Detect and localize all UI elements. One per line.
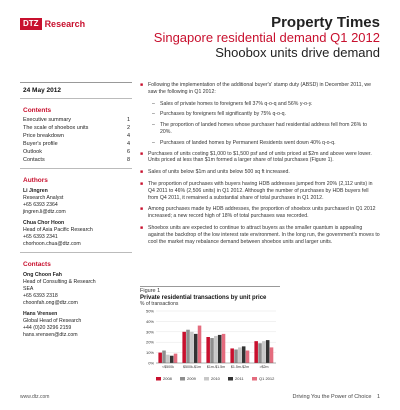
person-detail: Head of Consulting & Research [23,279,96,285]
toc-item-page: 8 [126,157,130,163]
x-tick-label: $500k-$1m [183,365,201,369]
authors-list [20,188,132,248]
bar [206,337,210,363]
figure-units: % of transactions [140,301,179,307]
logo-text: Research [44,19,86,29]
bar [174,354,178,363]
toc-item-label: Price breakdown [23,133,64,139]
person-email[interactable]: choonfah.ong@dtz.com [23,300,78,306]
y-tick-label: 20% [145,339,154,345]
toc-item-page: 4 [126,141,130,147]
sub-bullet-point: – Sales of private homes to foreigners fell 37% q-o-q and 56% y-o-y. [152,101,380,108]
legend-swatch [252,377,257,381]
divider [20,252,132,253]
bar [158,353,162,363]
bar [214,336,218,363]
report-subtitle: Singapore residential demand Q1 2012 [153,30,380,45]
toc-item-label: Outlook [23,149,42,155]
toc-item-page: 2 [126,125,130,131]
bar [186,330,190,363]
y-tick-label: 30% [145,329,154,335]
legend-label: 2008 [163,376,172,382]
report-tagline: Shoobox units drive demand [215,45,380,60]
footer-slogan-text: Driving You the Power of Choice [292,394,372,400]
person-email[interactable]: hans.vrensen@dtz.com [23,332,78,338]
legend-swatch [204,377,209,381]
sidebar [20,82,132,382]
person-detail: +44 (0)20 3296 2159 [23,325,72,331]
contacts-list [20,272,132,339]
y-tick-label: 10% [145,350,154,356]
bar [238,347,242,363]
bar [242,346,246,363]
bullet-point: ■ Purchases of units costing $1,000 to $1,500 psf and of units priced at $2m and above were lower. Units priced at less than $1m formed a larger share of total purchases (Figure 1). [140,151,380,165]
bar [262,341,266,363]
logo-mark: DTZ [20,18,42,30]
legend-label: Q1 2012 [259,376,275,382]
sub-bullet-point: – Purchases by foreigners fell significantly by 75% q-o-q. [152,111,380,118]
toc-item-label: Buyer's profile [23,141,58,147]
publication-title: Property Times [271,14,380,31]
bar [198,326,202,363]
person-detail: Research Analyst [23,195,64,201]
toc-item-page: 6 [126,149,130,155]
bar [190,332,194,363]
bar [254,341,258,363]
legend-swatch [228,377,233,381]
person-detail: Head of Asia Pacific Research [23,227,93,233]
figure-label: Figure 1 [140,286,280,294]
toc-item-page: 4 [126,133,130,139]
x-tick-label: >$2m [259,365,269,369]
toc-item-label: The scale of shoebox units [23,125,89,131]
person-name: Li Jingren [23,188,48,194]
bar [230,348,234,363]
legend-swatch [156,377,161,381]
x-tick-label: $1.5m-$2m [230,365,250,369]
toc-item[interactable] [20,140,132,148]
person-detail: SEA [23,286,34,292]
divider [20,98,132,99]
bar [234,349,238,363]
legend-label: 2010 [211,376,220,382]
contents-list [20,116,132,164]
figure-title: Private residential transactions by unit price [140,295,267,301]
bullet-point: ■ Among purchases made by HDB addresses, the proportion of shoebox units purchased in Q1 2012 increased; a new record high of 18% of total purchases was recorded. [140,206,380,220]
person-detail: +65 6393 2318 [23,293,58,299]
toc-item[interactable] [20,132,132,140]
toc-item-label: Contacts [23,157,45,163]
y-tick-label: 50% [145,308,154,314]
publication-date: 24 May 2012 [23,87,61,94]
bullet-point: ■ Sales of units below $1m and units below 500 sq ft increased. [140,169,380,176]
contacts-heading: Contacts [23,261,51,268]
dtz-logo [20,18,85,30]
bullet-point: ■ Shoebox units are expected to continue to attract buyers as the smaller quantum is appealing against the backdrop of the low interest rate environment. In the long run, the government's moves to cool the market may rebalance demand between shoebox units and larger units. [140,225,380,245]
bar [194,334,198,363]
page-header [0,0,400,62]
y-tick-label: 0% [148,360,154,366]
bar [162,351,166,363]
toc-item[interactable] [20,116,132,124]
main-content [140,82,380,250]
bar [270,347,274,363]
footer-slogan [293,394,380,400]
y-tick-label: 40% [145,318,154,324]
bar [246,351,250,363]
person-name: Hans Vrensen [23,311,58,317]
bullet-point: ■ The proportion of purchases with buyers having HDB addresses jumped from 20% (2,112 units) in Q4 2011 to 46% (2,506 units) in Q1 2012. Although the number of purchases by HDB buyers fell from Q4 2011, it remained a substantial share of total purchases in Q1 2012. [140,181,380,201]
sub-bullet-point: – Purchases of landed homes by Permanent Residents went down 40% q-o-q. [152,140,380,147]
divider [20,168,132,169]
bar [258,343,262,363]
x-tick-label: $1m-$1.5m [206,365,226,369]
footer-website[interactable]: www.dtz.com [20,394,50,400]
person-detail: +65 6393 2341 [23,234,58,240]
person-detail: +65 6393 2364 [23,202,58,208]
person-email[interactable]: jingren.li@dtz.com [23,209,66,215]
toc-item-label: Executive summary [23,117,71,123]
sub-bullet-point: – The proportion of landed homes whose purchaser had residential address fell from 26% to 20%. [152,122,380,136]
bar [170,356,174,363]
toc-item[interactable] [20,156,132,164]
bar [182,332,186,363]
bar-chart [140,307,280,389]
bar [222,334,226,363]
toc-item-page: 1 [126,117,130,123]
bar [166,355,170,363]
page-number: 1 [376,394,380,400]
toc-item[interactable] [20,124,132,132]
toc-item[interactable] [20,148,132,156]
bar [218,335,222,363]
x-tick-label: <$500k [162,365,174,369]
bullet-point: ■ Following the implementation of the additional buyer's' stamp duty (ABSD) in December 2011, we saw the following in Q1 2012: [140,82,380,96]
contents-heading: Contents [23,107,52,114]
authors-heading: Authors [23,177,48,184]
figure [140,286,280,394]
legend-swatch [180,377,185,381]
person-email[interactable]: chorhoon.chua@dtz.com [23,241,81,247]
person-detail: Global Head of Research [23,318,82,324]
legend-label: 2011 [235,376,244,382]
person-name: Chua Chor Hoon [23,220,65,226]
bar [266,340,270,363]
legend-label: 2009 [187,376,196,382]
bar [210,338,214,363]
person-name: Ong Choon Fah [23,272,62,278]
